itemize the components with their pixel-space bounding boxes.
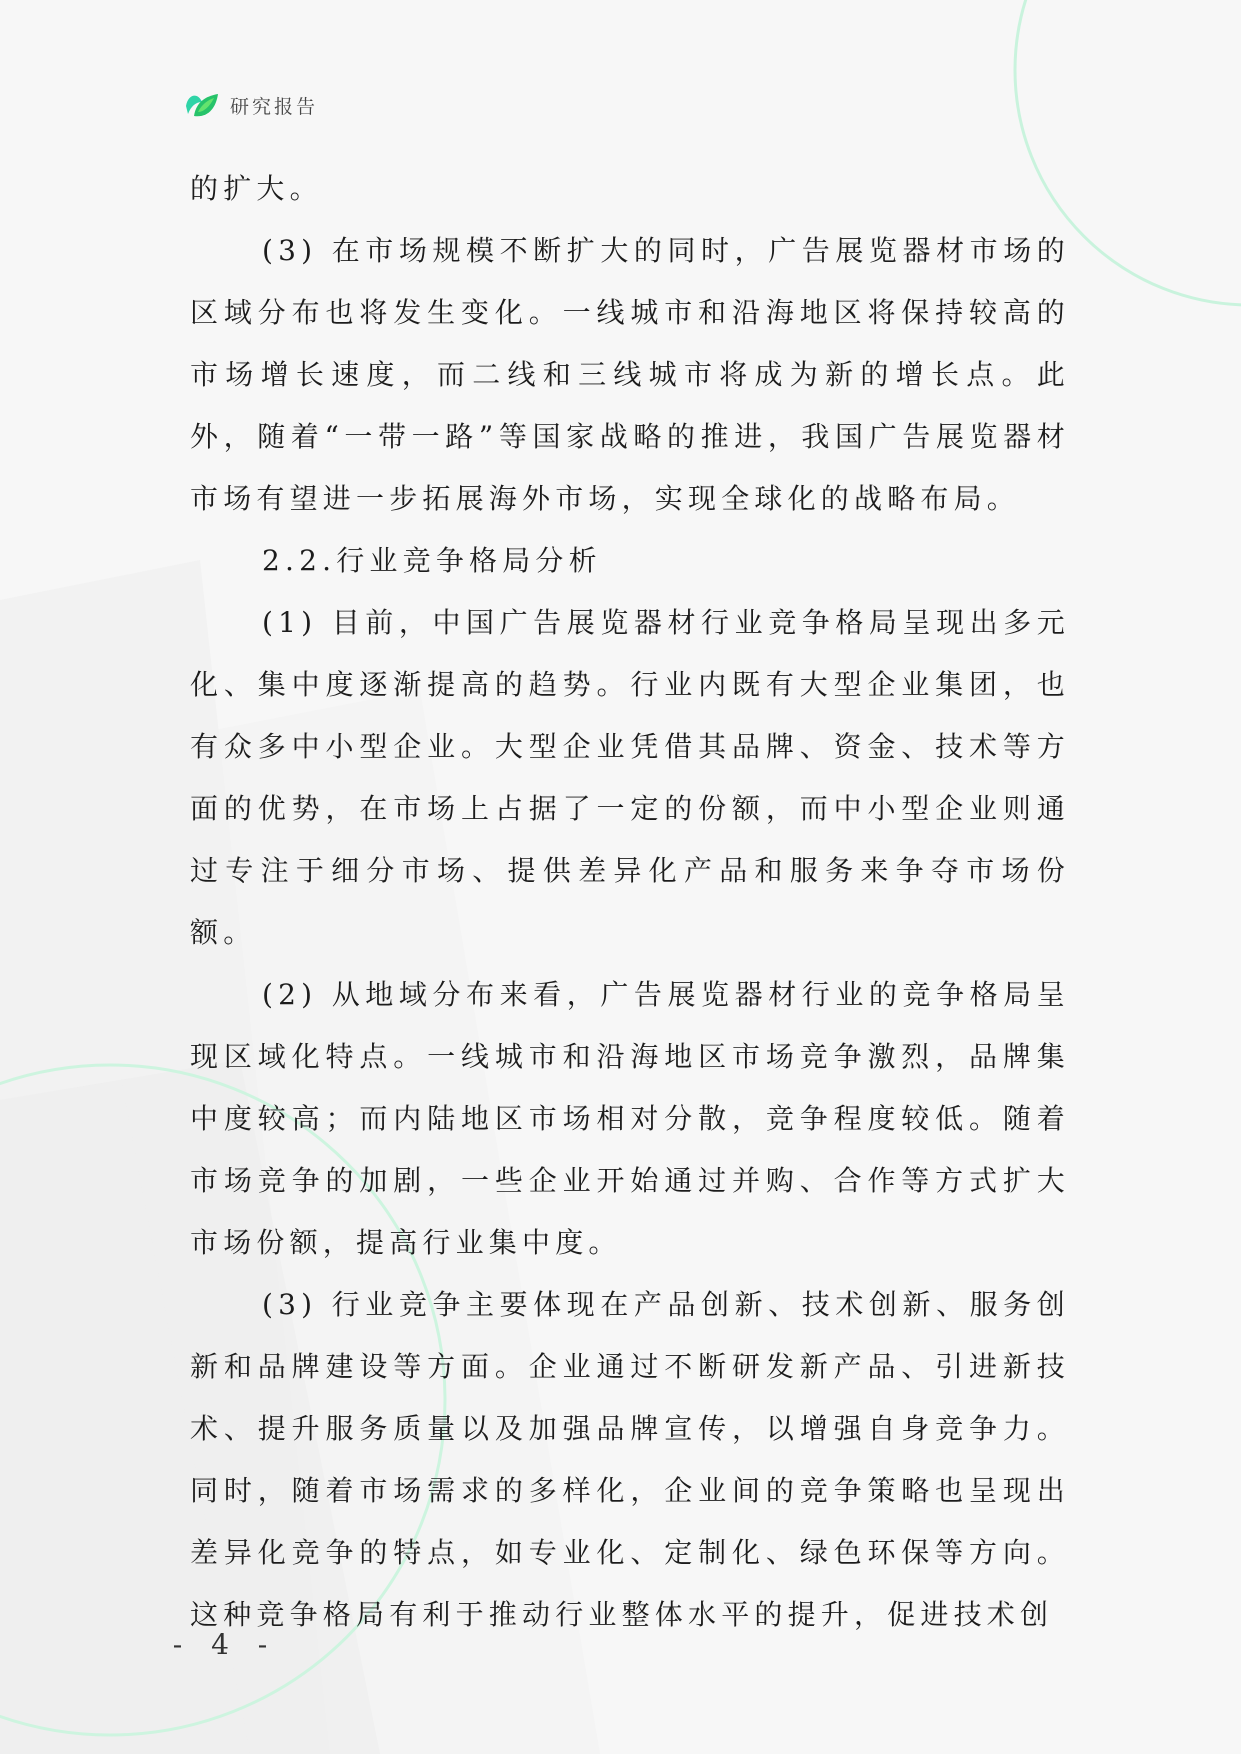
green-leaf-logo-icon	[184, 88, 220, 122]
header-title: 研究报告	[230, 95, 319, 118]
page-number: - 4 -	[172, 1628, 278, 1661]
document-body	[190, 158, 1070, 1646]
paragraph-competition-3: (3) 行业竞争主要体现在产品创新、技术创新、服务创新和品牌建设等方面。企业通过不断研发新产品、引进新技术、提升服务质量以及加强品牌宣传，以增强自身竞争力。同时，随着市场需求的多样化，企业间的竞争策略也呈现出差异化竞争的特点，如专业化、定制化、绿色环保等方向。这种竞争格局有利于推动行业整体水平的提升，促进技术创	[190, 1288, 1070, 1631]
paragraph-continuation: 的扩大。	[190, 172, 323, 205]
paragraph-competition-2: (2) 从地域分布来看，广告展览器材行业的竞争格局呈现区域化特点。一线城市和沿海地区市场竞争激烈，品牌集中度较高；而内陆地区市场相对分散，竞争程度较低。随着市场竞争的加剧，一些企业开始通过并购、合作等方式扩大市场份额，提高行业集中度。	[190, 978, 1070, 1259]
paragraph-competition-1: (1) 目前，中国广告展览器材行业竞争格局呈现出多元化、集中度逐渐提高的趋势。行业内既有大型企业集团，也有众多中小型企业。大型企业凭借其品牌、资金、技术等方面的优势，在市场上占据了一定的份额，而中小型企业则通过专注于细分市场、提供差异化产品和服务来争夺市场份额。	[190, 606, 1070, 949]
report-header	[184, 88, 318, 122]
paragraph-market-region: (3) 在市场规模不断扩大的同时，广告展览器材市场的区域分布也将发生变化。一线城市和沿海地区将保持较高的市场增长速度，而二线和三线城市将成为新的增长点。此外，随着“一带一路”等国家战略的推进，我国广告展览器材市场有望进一步拓展海外市场，实现全球化的战略布局。	[190, 234, 1070, 515]
section-heading: 2.2.行业竞争格局分析	[262, 544, 602, 577]
